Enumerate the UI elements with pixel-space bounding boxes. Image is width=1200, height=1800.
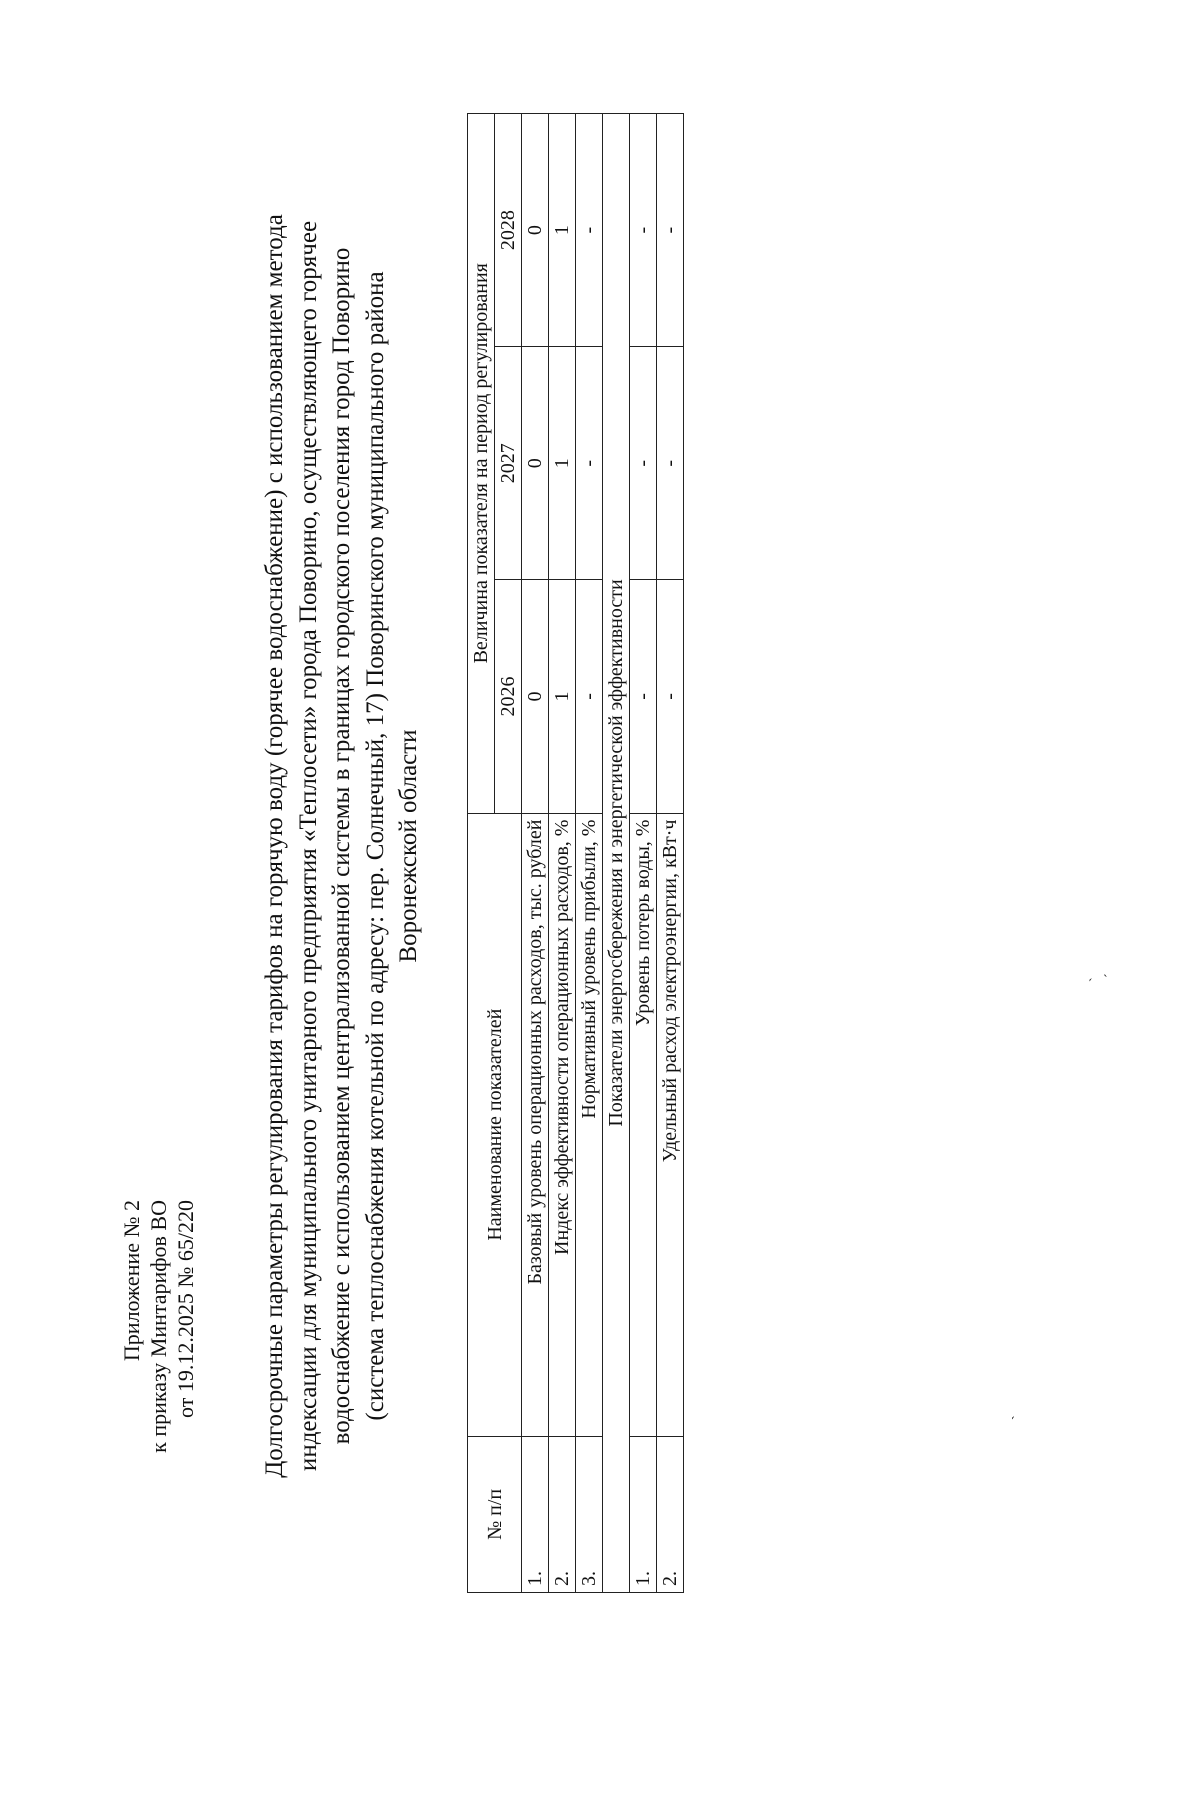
row-num: 1. <box>522 1436 549 1592</box>
row-value: 1 <box>549 347 576 580</box>
table-row <box>576 114 603 1593</box>
header-year: 2028 <box>495 114 522 347</box>
row-value: - <box>576 347 603 580</box>
header-year: 2026 <box>495 580 522 813</box>
row-value: - <box>630 114 657 347</box>
row-num: 1. <box>630 1436 657 1592</box>
document-title <box>258 136 426 1556</box>
row-value: 0 <box>522 114 549 347</box>
row-num: 2. <box>549 1436 576 1592</box>
title-line: водоснабжение с использованием централизованной системы в границах городского поселения город Поворино <box>328 247 355 1445</box>
table-header-row <box>468 114 495 1593</box>
row-value: - <box>657 580 684 813</box>
row-value: 1 <box>549 580 576 813</box>
scan-speck: ˏ <box>1000 1415 1015 1420</box>
row-value: 0 <box>522 347 549 580</box>
row-value: - <box>630 580 657 813</box>
row-num: 3. <box>576 1436 603 1592</box>
appendix-order: к приказу Минтарифов ВО <box>146 1200 171 1453</box>
title-line: (система теплоснабжения котельной по адресу: пер. Солнечный, 17) Поворинского муниципального района <box>361 271 389 1421</box>
header-period: Величина показателя на период регулирования <box>468 114 495 814</box>
row-num: 2. <box>657 1436 684 1592</box>
table-row <box>522 114 549 1593</box>
scan-speck: ˊ <box>1103 973 1118 978</box>
title-line: Воронежской области <box>395 729 422 963</box>
row-value: - <box>576 114 603 347</box>
row-value: - <box>657 114 684 347</box>
row-name: Нормативный уровень прибыли, % <box>576 813 603 1436</box>
table-row <box>657 114 684 1593</box>
row-name: Базовый уровень операционных расходов, тыс. рублей <box>522 813 549 1436</box>
appendix-date: от 19.12.2025 № 65/220 <box>173 1200 198 1418</box>
row-name: Удельный расход электроэнергии, кВт·ч <box>657 813 684 1436</box>
row-value: 1 <box>549 114 576 347</box>
table-row <box>549 114 576 1593</box>
title-line: индексации для муниципального унитарного предприятия «Теплосети» города Поворино, осуществляющего горячее <box>294 220 322 1472</box>
table-section-row <box>603 114 630 1593</box>
header-year: 2027 <box>495 347 522 580</box>
header-num: № п/п <box>468 1436 522 1592</box>
appendix-reference <box>118 1200 199 1800</box>
row-name: Индекс эффективности операционных расходов, % <box>549 813 576 1436</box>
row-name: Уровень потерь воды, % <box>630 813 657 1436</box>
row-value: - <box>630 347 657 580</box>
row-value: 0 <box>522 580 549 813</box>
title-line: Долгосрочные параметры регулирования тарифов на горячую воду (горячее водоснабжение) с использованием метода <box>261 214 288 1478</box>
appendix-number: Приложение № 2 <box>119 1200 144 1362</box>
scan-speck: ˋ <box>1088 977 1103 982</box>
section-heading: Показатели энергосбережения и энергетической эффективности <box>603 114 630 1593</box>
row-value: - <box>657 347 684 580</box>
table-row <box>630 114 657 1593</box>
parameters-table <box>467 113 684 1593</box>
row-value: - <box>576 580 603 813</box>
header-name: Наименование показателей <box>468 813 522 1436</box>
